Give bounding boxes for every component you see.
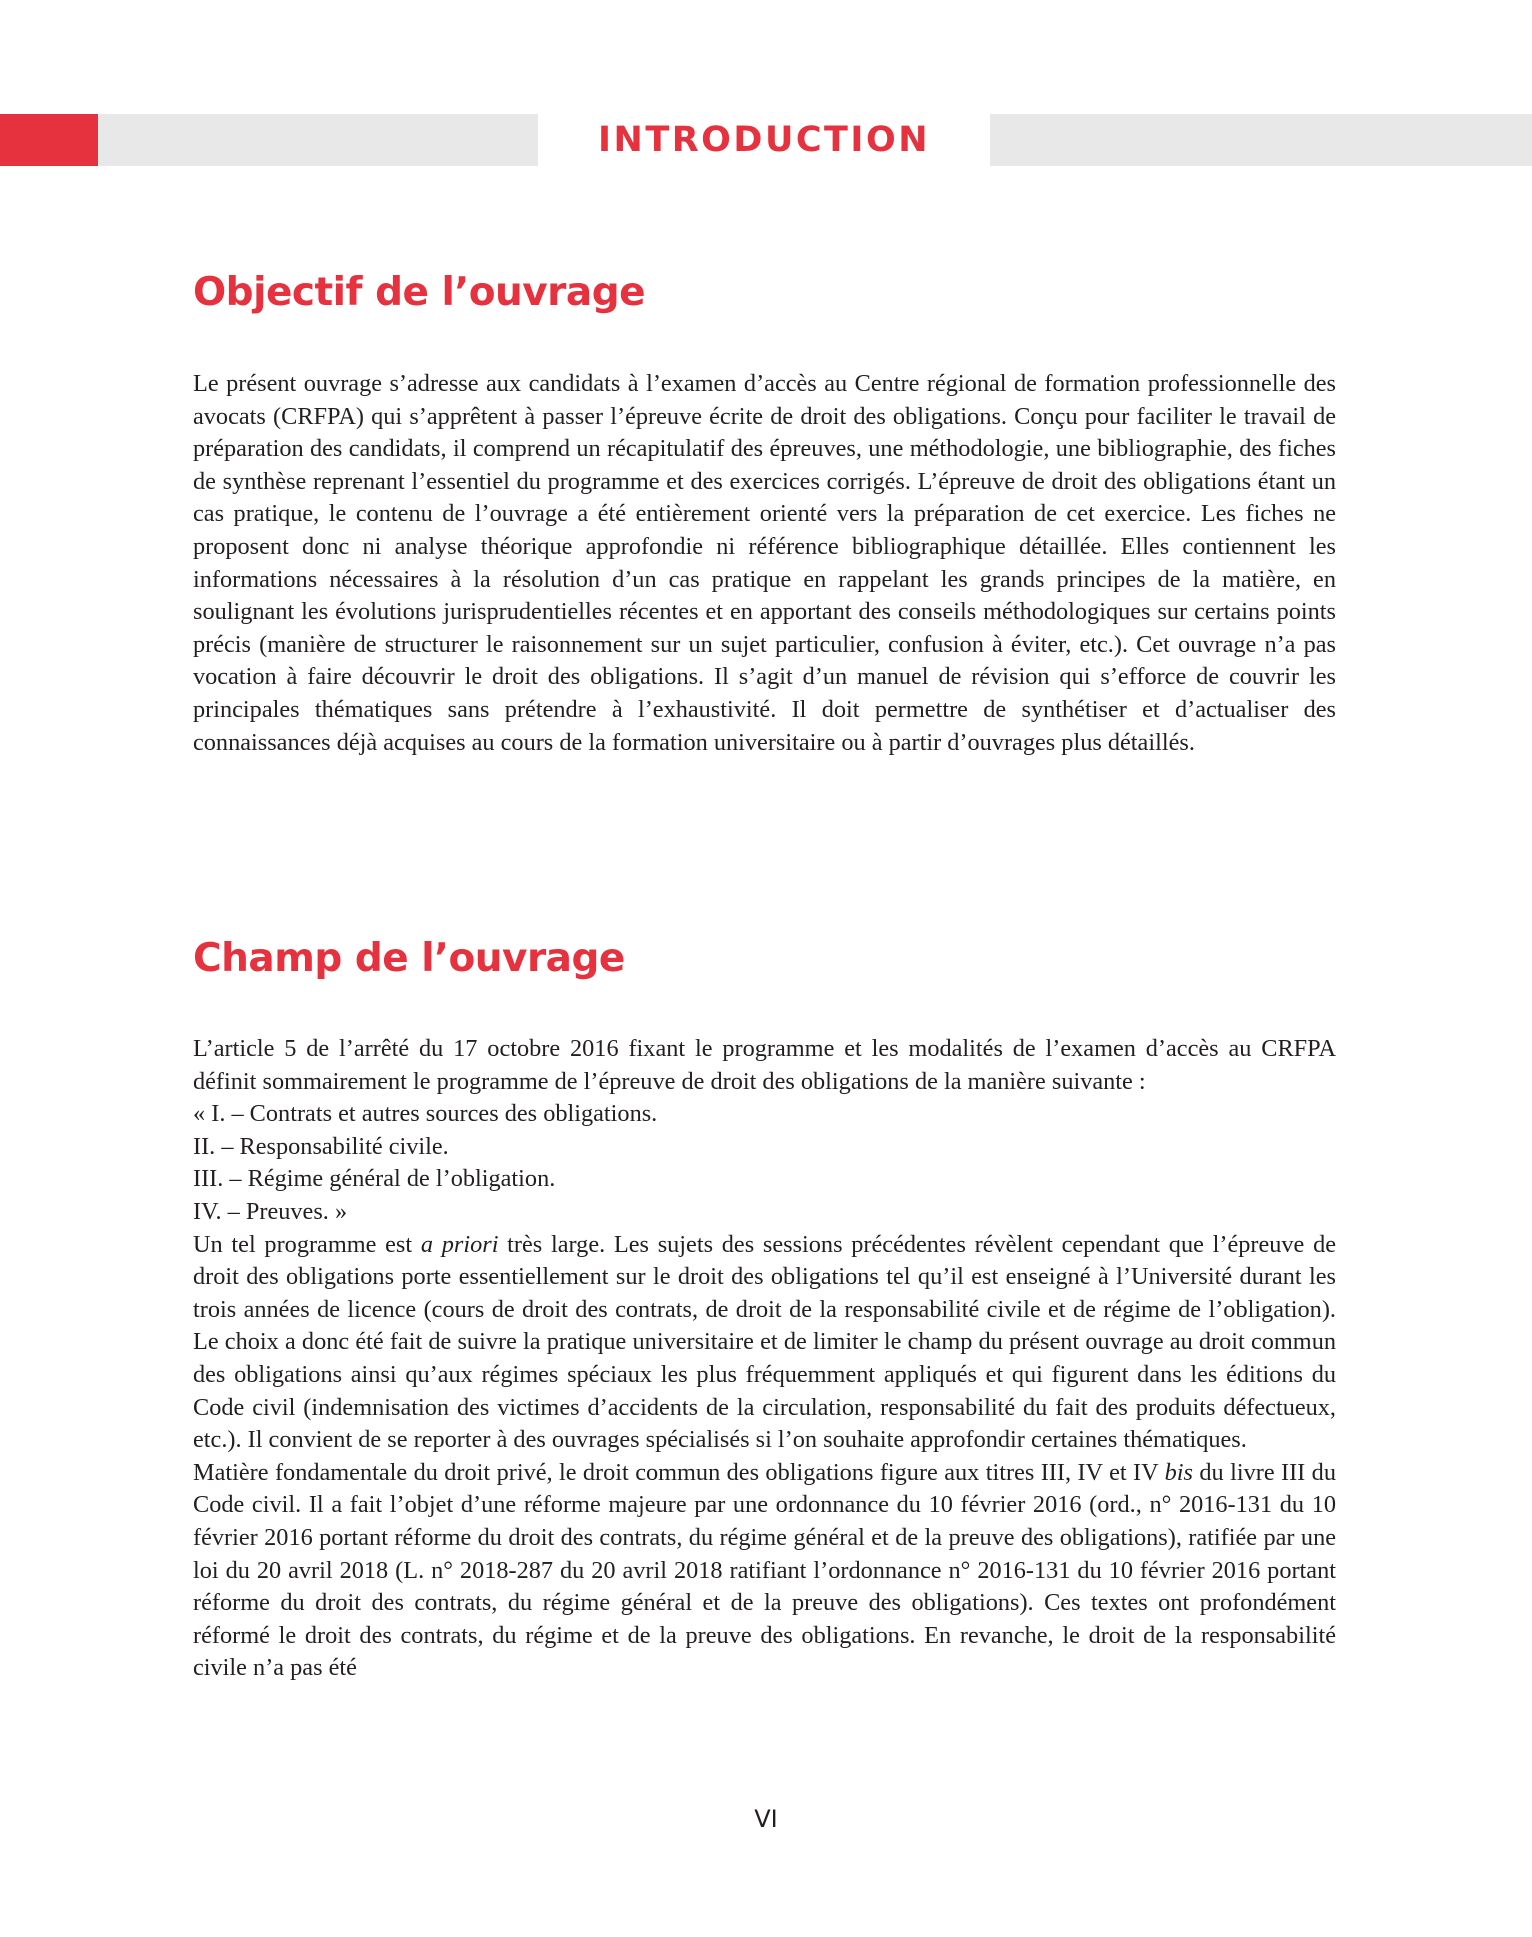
section-heading-objectif: Objectif de l’ouvrage xyxy=(193,270,646,315)
header-band-left xyxy=(98,114,538,166)
paragraph-champ-intro: L’article 5 de l’arrêté du 17 octobre 2016 fixant le programme et les modalités de l’examen d’accès au CRFPA définit sommairement le programme de l’épreuve de droit des obligations de la manière suivante : xyxy=(193,1035,1336,1095)
header-band-right xyxy=(990,114,1532,166)
page-number: VI xyxy=(754,1805,778,1833)
paragraph-champ-programme xyxy=(193,1229,1336,1457)
paragraph-champ-programme-rest: très large. Les sujets des sessions précédentes révèlent cependant que l’épreuve de droit des obligations porte essentiellement sur le droit des obligations tel qu’il est enseigné à l’Université durant les trois années de licence (cours de droit des contrats, de droit de la responsabilité civile et de régime de l’obligation). Le choix a donc été fait de suivre la pratique universitaire et de limiter le champ du présent ouvrage au droit commun des obligations ainsi qu’aux régimes spéciaux les plus fréquemment appliqués et qui figurent dans les éditions du Code civil (indemnisation des victimes d’accidents de la circulation, responsabilité du fait des produits défectueux, etc.). Il convient de se reporter à des ouvrages spécialisés si l’on souhaite approfondir certaines thématiques. xyxy=(193,1230,1336,1454)
section-champ-body xyxy=(193,1033,1336,1685)
section-heading-champ: Champ de l’ouvrage xyxy=(193,936,625,981)
program-item-3: III. – Régime général de l’obligation. xyxy=(193,1165,556,1193)
italic-a-priori: a priori xyxy=(420,1230,499,1258)
section-champ xyxy=(193,934,1336,984)
paragraph-champ-reforme-start: Matière fondamentale du droit privé, le droit commun des obligations figure aux titres III, IV et IV xyxy=(193,1458,1165,1486)
paragraph-champ-reforme xyxy=(193,1457,1336,1685)
program-item-4: IV. – Preuves. » xyxy=(193,1197,348,1225)
header-band xyxy=(0,114,1532,166)
header-accent-block xyxy=(0,114,98,166)
program-item-2: II. – Responsabilité civile. xyxy=(193,1132,449,1160)
paragraph-objectif: Le présent ouvrage s’adresse aux candidats à l’examen d’accès au Centre régional de formation professionnelle des avocats (CRFPA) qui s’apprêtent à passer l’épreuve écrite de droit des obligations. Conçu pour faciliter le travail de préparation des candidats, il comprend un récapitulatif des épreuves, une méthodologie, une bibliographie, des fiches de synthèse reprenant l’essentiel du programme et des exercices corrigés. L’épreuve de droit des obligations étant un cas pratique, le contenu de l’ouvrage a été entièrement orienté vers la préparation de cet exercice. Les fiches ne proposent donc ni analyse théorique approfondie ni référence bibliographique détaillée. Elles contiennent les informations nécessaires à la résolution d’un cas pratique en rappelant les grands principes de la matière, en soulignant les évolutions jurisprudentielles récentes et en apportant des conseils méthodologiques sur certains points précis (manière de structurer le raisonnement sur un sujet particulier, confusion à éviter, etc.). Cet ouvrage n’a pas vocation à faire découvrir le droit des obligations. Il s’agit d’un manuel de révision qui s’efforce de couvrir les principales thématiques sans prétendre à l’exhaustivité. Il doit permettre de synthétiser et d’actualiser des connaissances déjà acquises au cours de la formation universitaire ou à partir d’ouvrages plus détaillés. xyxy=(193,370,1336,756)
section-objectif-body xyxy=(193,368,1336,759)
italic-bis: bis xyxy=(1164,1458,1193,1486)
paragraph-champ-reforme-rest: du livre III du Code civil. Il a fait l’objet d’une réforme majeure par une ordonnance du 10 février 2016 (ord., n° 2016-131 du 10 février 2016 portant réforme du droit des contrats, du régime général et de la preuve des obligations), ratifiée par une loi du 20 avril 2018 (L. n° 2018-287 du 20 avril 2018 ratifiant l’ordonnance n° 2016-131 du 10 février 2016 portant réforme du droit des contrats, du régime général et de la preuve des obligations). Ces textes ont profondément réformé le droit des contrats, du régime et de la preuve des obligations. En revanche, le droit de la responsabilité civile n’a pas été xyxy=(193,1458,1336,1682)
program-item-1: « I. – Contrats et autres sources des obligations. xyxy=(193,1100,658,1128)
paragraph-champ-programme-start: Un tel programme est xyxy=(193,1230,421,1258)
chapter-title: INTRODUCTION xyxy=(598,120,930,160)
section-objectif xyxy=(193,268,1336,318)
